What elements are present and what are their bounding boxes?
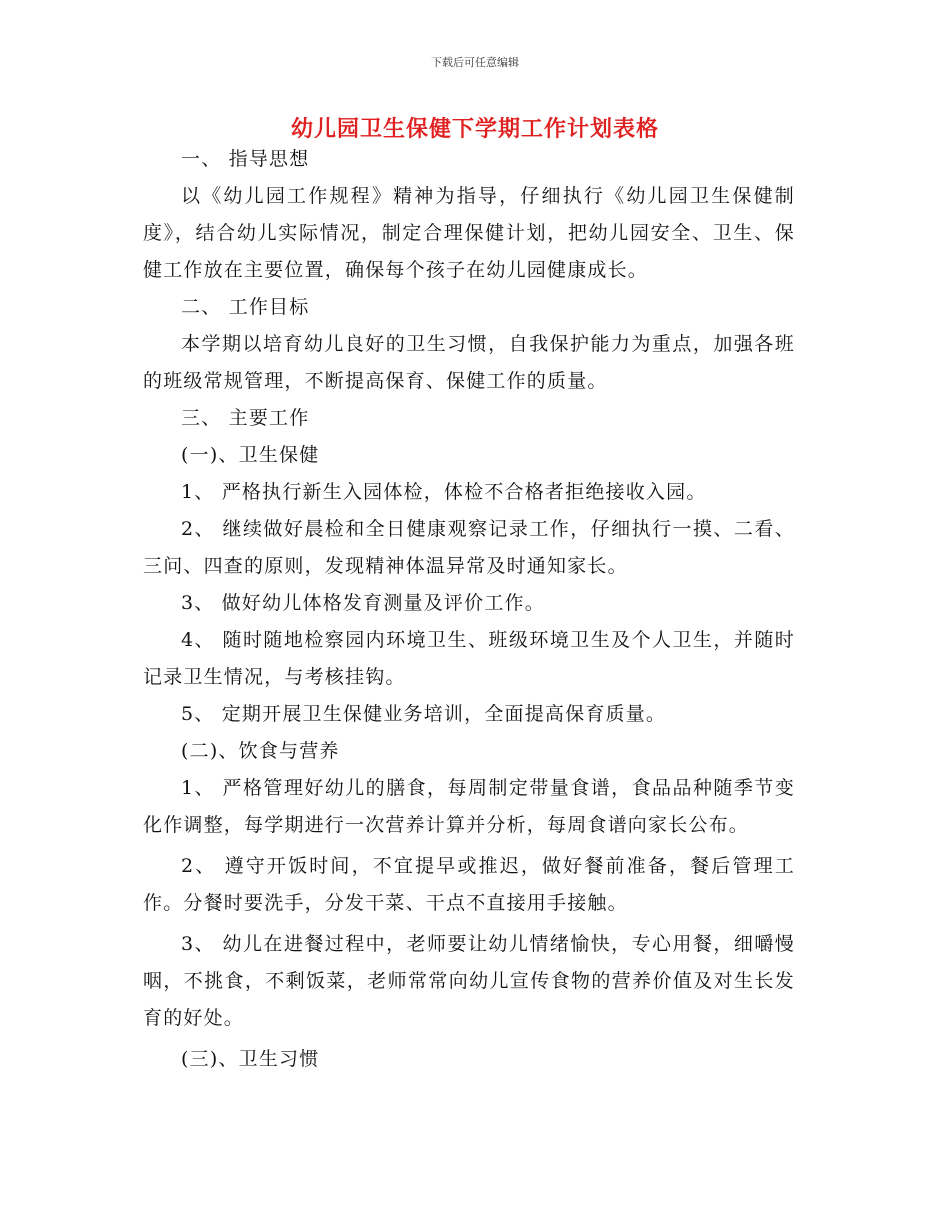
header-note: 下载后可任意编辑	[431, 56, 519, 69]
list-item-hygiene-3: 3、 做好幼儿体格发育测量及评价工作。	[181, 592, 545, 614]
document-body	[143, 141, 795, 1078]
section-heading-work-goals: 二、 工作目标	[181, 296, 310, 318]
document-title: 幼儿园卫生保健下学期工作计划表格	[290, 117, 659, 142]
section-heading-main-work: 三、 主要工作	[181, 407, 310, 429]
paragraph-work-goals: 本学期以培育幼儿良好的卫生习惯，自我保护能力为重点，加强各班的班级常规管理，不断提高保育、保健工作的质量。	[143, 333, 795, 392]
subsection-heading-diet-nutrition: (二)、饮食与营养	[181, 740, 340, 762]
list-item-diet-1: 1、 严格管理好幼儿的膳食，每周制定带量食谱，食品品种随季节变化作调整，每学期进行一次营养计算并分析，每周食谱向家长公布。	[143, 777, 795, 836]
list-item-hygiene-4: 4、 随时随地检察园内环境卫生、班级环境卫生及个人卫生，并随时记录卫生情况，与考核挂钩。	[143, 629, 795, 688]
list-item-hygiene-5: 5、 定期开展卫生保健业务培训，全面提高保育质量。	[181, 703, 667, 725]
subsection-heading-hygiene-habits: (三)、卫生习惯	[181, 1048, 320, 1070]
list-item-diet-3: 3、 幼儿在进餐过程中，老师要让幼儿情绪愉快，专心用餐，细嚼慢咽，不挑食，不剩饭菜，老师常常向幼儿宣传食物的营养价值及对生长发育的好处。	[143, 933, 795, 1029]
list-item-hygiene-1: 1、 严格执行新生入园体检，体检不合格者拒绝接收入园。	[181, 481, 707, 503]
subsection-heading-hygiene-care: (一)、卫生保健	[181, 444, 320, 466]
list-item-diet-2: 2、 遵守开饭时间，不宜提早或推迟，做好餐前准备，餐后管理工作。分餐时要洗手，分发干菜、干点不直接用手接触。	[143, 855, 795, 914]
section-heading-guiding-ideology: 一、 指导思想	[181, 148, 310, 170]
list-item-hygiene-2: 2、 继续做好晨检和全日健康观察记录工作，仔细执行一摸、二看、三问、四查的原则，发现精神体温异常及时通知家长。	[143, 518, 795, 577]
paragraph-guiding-ideology: 以《幼儿园工作规程》精神为指导，仔细执行《幼儿园卫生保健制度》，结合幼儿实际情况，制定合理保健计划，把幼儿园安全、卫生、保健工作放在主要位置，确保每个孩子在幼儿园健康成长。	[143, 185, 795, 281]
